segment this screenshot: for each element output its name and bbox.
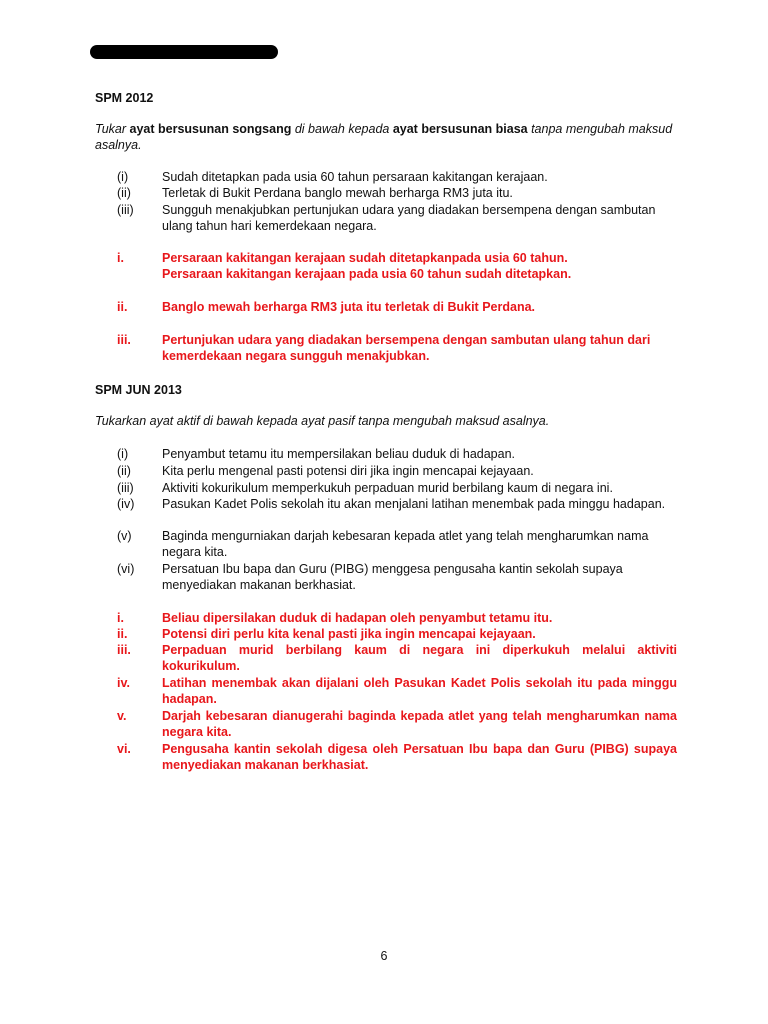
section-heading: SPM JUN 2013 [95, 383, 182, 397]
instruction-segment: ayat bersusunan songsang [129, 122, 292, 136]
answer-number: iv. [117, 676, 130, 690]
question-text: Kita perlu mengenal pasti potensi diri jika ingin mencapai kejayaan. [162, 464, 534, 478]
answer-number: iii. [117, 643, 131, 657]
answer-text: Banglo mewah berharga RM3 juta itu terletak di Bukit Perdana. [162, 300, 535, 314]
question-number: (i) [117, 447, 129, 461]
answer-text: Potensi diri perlu kita kenal pasti jika ingin mencapai kejayaan. [162, 627, 536, 641]
answer-text: Persaraan kakitangan kerajaan sudah ditetapkanpada usia 60 tahun. [162, 251, 568, 265]
question-number: (ii) [117, 464, 131, 478]
question-text: Pasukan Kadet Polis sekolah itu akan menjalani latihan menembak pada minggu hadapan. [162, 497, 666, 511]
page-number: 6 [380, 949, 388, 963]
answer-number: ii. [117, 300, 128, 314]
question-number: (ii) [117, 186, 131, 200]
question-text: Aktiviti kokurikulum memperkukuh perpaduan murid berbilang kaum di negara ini. [162, 481, 613, 495]
section-instruction [95, 413, 680, 429]
answer-text: Perpaduan murid berbilang kaum di negara ini diperkukuh melalui aktiviti kokurikulum. [162, 643, 677, 673]
question-number: (iii) [117, 481, 134, 495]
instruction-segment: ayat bersusunan biasa [392, 122, 528, 136]
answer-number: ii. [117, 627, 128, 641]
question-number: (iv) [117, 497, 135, 511]
answer-text: Pertunjukan udara yang diadakan bersempena dengan sambutan ulang tahun dari kemerdekaan negara sungguh menakjubkan. [162, 333, 651, 363]
question-number: (vi) [117, 562, 135, 576]
answer-number: iii. [117, 333, 131, 347]
question-number: (v) [117, 529, 132, 543]
answer-number: i. [117, 251, 124, 265]
question-text: Sungguh menakjubkan pertunjukan udara yang diadakan bersempena dengan sambutan ulang tahun hari kemerdekaan negara. [162, 203, 656, 233]
question-number: (iii) [117, 203, 134, 217]
question-text: Penyambut tetamu itu mempersilakan beliau duduk di hadapan. [162, 447, 515, 461]
redaction-bar [90, 45, 278, 59]
answer-text: Beliau dipersilakan duduk di hadapan oleh penyambut tetamu itu. [162, 611, 553, 625]
question-text: Persatuan Ibu bapa dan Guru (PIBG) menggesa pengusaha kantin sekolah supaya menyediakan makanan berkhasiat. [162, 562, 623, 592]
instruction-segment: tanpa mengubah maksud asalnya. [95, 122, 673, 152]
answer-text: Darjah kebesaran dianugerahi baginda kepada atlet yang telah mengharumkan nama negara kita. [162, 709, 677, 739]
instruction-segment: di bawah kepada [291, 122, 393, 136]
answer-number: vi. [117, 742, 131, 756]
question-text: Sudah ditetapkan pada usia 60 tahun persaraan kakitangan kerajaan. [162, 170, 548, 184]
instruction-segment: Tukar [95, 122, 130, 136]
section-instruction [95, 121, 680, 153]
answer-text: Latihan menembak akan dijalani oleh Pasukan Kadet Polis sekolah itu pada minggu hadapan. [162, 676, 677, 706]
answer-number: v. [117, 709, 127, 723]
question-text: Terletak di Bukit Perdana banglo mewah berharga RM3 juta itu. [162, 186, 513, 200]
answer-text: Pengusaha kantin sekolah digesa oleh Persatuan Ibu bapa dan Guru (PIBG) supaya menyediakan makanan berkhasiat. [162, 742, 677, 772]
instruction-segment: Tukarkan ayat aktif di bawah kepada ayat pasif tanpa mengubah maksud asalnya. [95, 414, 550, 428]
question-text: Baginda mengurniakan darjah kebesaran kepada atlet yang telah mengharumkan nama negara kita. [162, 529, 649, 559]
section-heading: SPM 2012 [95, 91, 154, 105]
question-number: (i) [117, 170, 129, 184]
answer-number: i. [117, 611, 124, 625]
answer-text-alt: Persaraan kakitangan kerajaan pada usia 60 tahun sudah ditetapkan. [162, 267, 572, 281]
